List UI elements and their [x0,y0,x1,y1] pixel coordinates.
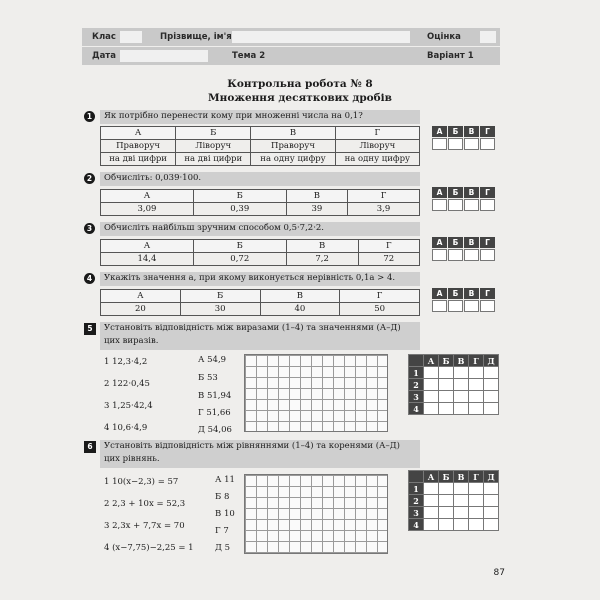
match-col-header: Г [469,471,484,483]
match-cell[interactable] [424,507,439,519]
q6-root: Г 7 [215,526,229,536]
q6-match-table [408,470,499,531]
answer-letter: В [464,288,479,299]
option-value: 72 [358,253,419,266]
q6-equation: 3 2,3x + 7,7x = 70 [104,521,185,531]
match-cell[interactable] [439,379,454,391]
match-cell[interactable] [469,379,484,391]
match-cell[interactable] [484,495,499,507]
option-letter: Г [348,190,420,203]
question-1-options [100,126,420,166]
header-row-2 [82,47,500,65]
question-3-number: 3 [84,223,95,234]
option-value: на дві цифри [101,153,176,166]
option-letter: В [260,290,340,303]
match-cell[interactable] [439,391,454,403]
option-letter: Г [340,290,420,303]
match-col-header: В [454,471,469,483]
option-letter: А [101,127,176,140]
option-value: на одну цифру [251,153,335,166]
answer-letter: Б [448,126,463,137]
answer-box[interactable] [480,199,495,211]
match-corner [409,355,424,367]
answer-box[interactable] [464,249,479,261]
match-row-header: 2 [409,495,424,507]
match-cell[interactable] [484,519,499,531]
q6-root: Б 8 [215,492,230,502]
match-cell[interactable] [424,403,439,415]
option-letter: А [101,240,194,253]
q5-value: Д 54,06 [198,425,232,435]
q5-value: В 51,94 [198,391,232,401]
option-letter: А [101,190,194,203]
match-cell[interactable] [484,367,499,379]
option-letter: Г [335,127,419,140]
question-6-number: 6 [84,441,96,453]
q6-equation: 4 (x−7,75)−2,25 = 1 [104,543,194,553]
option-value: Ліворуч [335,140,419,153]
match-cell[interactable] [484,391,499,403]
question-2-text: Обчисліть: 0,039·100. [104,173,202,183]
test-title: Контрольна робота № 8 [227,78,373,90]
answer-box[interactable] [448,138,463,150]
question-1-text: Як потрібно перенести кому при множенні числа на 0,1? [104,111,363,121]
match-cell[interactable] [454,403,469,415]
answer-box[interactable] [480,249,495,261]
variant-label: Варіант 1 [427,51,474,61]
option-value: 3,09 [101,203,194,216]
answer-box[interactable] [464,300,479,312]
q5-expression: 4 10,6·4,9 [104,423,148,433]
question-6-text-cont: цих рівнянь. [104,454,160,464]
match-col-header: В [454,355,469,367]
answer-letter: Г [480,126,495,137]
q5-value: А 54,9 [198,355,227,365]
option-value: 30 [180,303,260,316]
option-value: Ліворуч [176,140,251,153]
answer-letter: А [432,288,447,299]
q6-root: А 11 [215,475,235,485]
answer-letter: Б [448,288,463,299]
option-value: 20 [101,303,181,316]
match-cell[interactable] [454,379,469,391]
option-value: на одну цифру [335,153,419,166]
option-letter: Б [193,190,286,203]
date-label: Дата [92,51,116,61]
answer-letter: А [432,187,447,198]
name-label: Прізвище, ім'я [160,32,232,42]
match-row-header: 2 [409,379,424,391]
question-6-text: Установіть відповідність між рівняннями (1–4) та коренями (А–Д) [104,441,400,451]
answer-box[interactable] [432,199,447,211]
answer-box[interactable] [480,138,495,150]
question-3-text: Обчисліть найбільш зручним способом 0,5·7,2·2. [104,223,325,233]
match-cell[interactable] [439,519,454,531]
match-cell[interactable] [484,507,499,519]
match-col-header: Б [439,355,454,367]
match-cell[interactable] [424,391,439,403]
option-value: на дві цифри [176,153,251,166]
grade-label: Оцінка [427,32,461,42]
class-label: Клас [92,32,116,42]
name-field[interactable] [232,31,410,43]
q5-expression: 1 12,3·4,2 [104,357,148,367]
match-col-header: А [424,471,439,483]
match-cell[interactable] [484,483,499,495]
q5-expression: 3 1,25·42,4 [104,401,153,411]
q6-root: Д 5 [215,543,231,553]
match-row-header: 3 [409,507,424,519]
q6-root: В 10 [215,509,235,519]
match-cell[interactable] [469,403,484,415]
question-2-options [100,189,420,216]
answer-box[interactable] [480,300,495,312]
answer-box[interactable] [448,249,463,261]
answer-letter: Б [448,237,463,248]
question-5-text-cont: цих виразів. [104,336,159,346]
match-col-header: Д [484,355,499,367]
question-4-text: Укажіть значення a, при якому виконується нерівність 0,1a > 4. [104,273,396,283]
match-col-header: Д [484,471,499,483]
option-value: 14,4 [101,253,194,266]
question-3-options [100,239,420,266]
option-value: 0,72 [193,253,286,266]
answer-letter: Г [480,237,495,248]
q6-work-grid[interactable] [244,474,388,554]
match-cell[interactable] [484,403,499,415]
match-row-header: 3 [409,391,424,403]
topic-label: Тема 2 [232,51,266,61]
q5-value: Б 53 [198,373,218,383]
option-value: 3,9 [348,203,420,216]
answer-letter: А [432,126,447,137]
q5-work-grid[interactable] [244,354,388,432]
option-value: 39 [286,203,347,216]
match-cell[interactable] [439,495,454,507]
option-value: 0,39 [193,203,286,216]
match-cell[interactable] [469,519,484,531]
match-cell[interactable] [454,495,469,507]
match-col-header: А [424,355,439,367]
answer-letter: В [464,126,479,137]
option-value: 50 [340,303,420,316]
q6-equation: 1 10(x−2,3) = 57 [104,477,179,487]
header-row-1 [82,28,500,46]
test-subtitle: Множення десяткових дробів [208,92,392,104]
answer-letter: Б [448,187,463,198]
option-letter: В [251,127,335,140]
match-cell[interactable] [469,507,484,519]
page-number: 87 [493,568,505,578]
match-row-header: 4 [409,403,424,415]
match-cell[interactable] [439,507,454,519]
option-value: Праворуч [251,140,335,153]
match-cell[interactable] [454,483,469,495]
match-cell[interactable] [454,507,469,519]
match-cell[interactable] [469,495,484,507]
match-cell[interactable] [439,367,454,379]
option-value: 7,2 [286,253,358,266]
question-5-text: Установіть відповідність між виразами (1–4) та значеннями (А–Д) [104,323,401,333]
match-corner [409,471,424,483]
grade-field[interactable] [480,31,496,43]
option-value: Праворуч [101,140,176,153]
match-cell[interactable] [424,495,439,507]
option-letter: Б [193,240,286,253]
question-2-number: 2 [84,173,95,184]
match-cell[interactable] [454,519,469,531]
match-col-header: Г [469,355,484,367]
answer-letter: А [432,237,447,248]
q5-match-table [408,354,499,415]
match-cell[interactable] [454,367,469,379]
option-letter: В [286,190,347,203]
option-letter: Г [358,240,419,253]
option-letter: Б [176,127,251,140]
answer-letter: В [464,237,479,248]
match-cell[interactable] [469,391,484,403]
date-field[interactable] [120,50,208,62]
match-cell[interactable] [469,367,484,379]
question-4-options [100,289,420,316]
answer-letter: В [464,187,479,198]
match-cell[interactable] [484,379,499,391]
answer-box[interactable] [432,138,447,150]
match-cell[interactable] [424,519,439,531]
option-letter: В [286,240,358,253]
answer-box[interactable] [432,249,447,261]
question-1-number: 1 [84,111,95,122]
question-4-number: 4 [84,273,95,284]
match-row-header: 1 [409,483,424,495]
option-letter: Б [180,290,260,303]
answer-box[interactable] [464,138,479,150]
match-cell[interactable] [424,379,439,391]
match-row-header: 4 [409,519,424,531]
match-cell[interactable] [454,391,469,403]
match-cell[interactable] [439,403,454,415]
answer-letter: Г [480,288,495,299]
option-value: 40 [260,303,340,316]
q5-expression: 2 122·0,45 [104,379,150,389]
option-letter: А [101,290,181,303]
answer-box[interactable] [464,199,479,211]
match-row-header: 1 [409,367,424,379]
answer-box[interactable] [448,199,463,211]
match-cell[interactable] [439,483,454,495]
match-cell[interactable] [424,367,439,379]
match-col-header: Б [439,471,454,483]
answer-box[interactable] [432,300,447,312]
q5-value: Г 51,66 [198,408,231,418]
match-cell[interactable] [424,483,439,495]
q6-equation: 2 2,3 + 10x = 52,3 [104,499,186,509]
question-5-number: 5 [84,323,96,335]
answer-box[interactable] [448,300,463,312]
match-cell[interactable] [469,483,484,495]
answer-letter: Г [480,187,495,198]
class-field[interactable] [120,31,142,43]
